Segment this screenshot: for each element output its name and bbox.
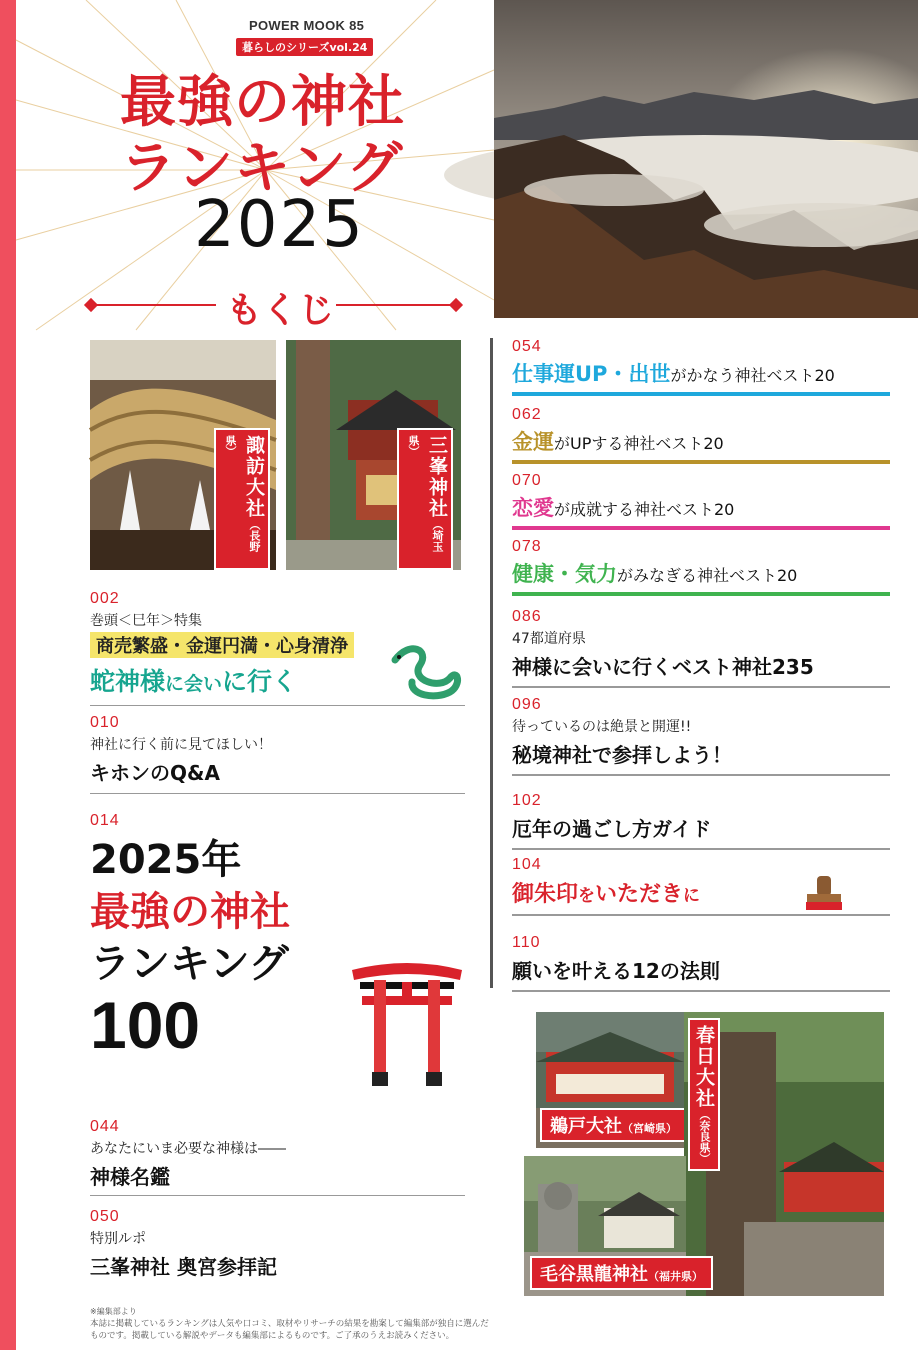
- toc-entry-110[interactable]: [512, 934, 890, 992]
- feature-line-year: 2025年: [90, 837, 242, 883]
- entry-title: [512, 558, 890, 588]
- entry-title: 願いを叶える12の法則: [512, 959, 720, 983]
- color-bar: [512, 460, 890, 464]
- page-number: 050: [90, 1208, 120, 1225]
- title-part: 御朱印: [512, 882, 579, 907]
- title-rest: がみなぎる神社ベスト20: [617, 566, 798, 585]
- feature-line-100: 100: [90, 988, 201, 1062]
- contents-heading: [86, 282, 466, 331]
- editor-note: [90, 1306, 490, 1342]
- entry-subtitle: 特別ルポ: [90, 1231, 146, 1247]
- entry-rule: [512, 990, 890, 992]
- entry-title: 神様名鑑: [90, 1165, 170, 1189]
- entry-subtitle: 待っているのは絶景と開運!!: [512, 719, 692, 735]
- title-part: に: [683, 886, 701, 906]
- toc-entry-102[interactable]: [512, 792, 890, 850]
- page-number: 110: [512, 934, 541, 951]
- entry-title: [512, 358, 890, 388]
- page-number: 062: [512, 406, 542, 423]
- prefecture: （長野県）: [224, 435, 261, 552]
- page-number: 086: [512, 608, 542, 625]
- label-kasuga-taisha: [688, 1018, 720, 1171]
- label-suwa-taisha: [214, 428, 270, 570]
- toc-entry-014[interactable]: [90, 812, 465, 1114]
- title-line-1: 最強の神社: [120, 69, 405, 135]
- page-number: 070: [512, 472, 542, 489]
- mountain-cloud-image: [494, 0, 918, 318]
- toc-entry-104[interactable]: [512, 856, 890, 916]
- feature-line-title: 最強の神社: [90, 889, 290, 935]
- shrine-name: 三峯神社: [426, 435, 448, 519]
- entry-subtitle: 47都道府県: [512, 631, 586, 647]
- page-number: 096: [512, 696, 542, 713]
- entry-title: キホンのQ&A: [90, 761, 220, 785]
- photo-udo-taisha: [536, 1012, 684, 1148]
- shrine-name: 鵜戸大社: [550, 1116, 622, 1137]
- entry-subtitle: 巻頭＜巳年＞特集: [90, 613, 202, 629]
- toc-entry-096[interactable]: [512, 696, 890, 776]
- shrine-name: 春日大社: [693, 1025, 715, 1109]
- page-edge-stripe: [0, 0, 16, 1350]
- page-number: 054: [512, 338, 542, 355]
- title-rest: がかなう神社ベスト20: [670, 366, 835, 385]
- entry-rule: [512, 686, 890, 688]
- title-part: に会い: [165, 673, 223, 695]
- diamond-icon: [449, 298, 463, 312]
- page-number: 014: [90, 812, 120, 829]
- page-number: 044: [90, 1118, 120, 1135]
- shrine-name: 諏訪大社: [243, 435, 265, 519]
- stamp-icon: [804, 876, 844, 912]
- contents-title: もくじ: [226, 290, 335, 331]
- title-part: を: [578, 886, 596, 906]
- title-rest: がUPする神社ベスト20: [554, 434, 724, 453]
- entry-rule: [512, 848, 890, 850]
- label-udo-taisha: [540, 1108, 687, 1142]
- title-emphasis: 金運: [512, 430, 554, 454]
- shrine-name: 毛谷黒龍神社: [540, 1264, 648, 1285]
- torii-icon: [352, 960, 462, 1090]
- entry-subtitle: あなたにいま必要な神様は――: [90, 1141, 286, 1157]
- entry-rule: [512, 914, 890, 916]
- toc-entry-044[interactable]: [90, 1118, 465, 1196]
- title-part: に行く: [222, 667, 298, 696]
- color-bar: [512, 526, 890, 530]
- prefecture: （宮崎県）: [622, 1122, 677, 1135]
- color-bar: [512, 592, 890, 596]
- page-number: 104: [512, 856, 542, 873]
- photo-mitsumine-jinja: [286, 340, 461, 570]
- prefecture: （奈良県）: [698, 1109, 711, 1164]
- toc-entry-070[interactable]: [512, 472, 890, 530]
- note-body: 本誌に掲載しているランキングは人気や口コミ、取材やリサーチの結果を勘案して編集部が独自に選んだものです。掲載している解説やデータも編集部によるものです。ご了承のうえお読みください。: [90, 1319, 489, 1341]
- photo-kasuga-taisha: [684, 1012, 884, 1296]
- snake-icon: [390, 640, 465, 702]
- title-rest: が成就する神社ベスト20: [554, 500, 735, 519]
- prefecture: （福井県）: [648, 1270, 703, 1283]
- prefecture: （埼玉県）: [407, 435, 444, 552]
- title-emphasis: 恋愛: [512, 496, 554, 520]
- toc-entry-010[interactable]: [90, 714, 465, 794]
- entry-title: [512, 426, 890, 456]
- page-number: 002: [90, 590, 120, 607]
- title-line-2: ランキング: [120, 135, 404, 201]
- title-part: 蛇神様: [90, 667, 166, 696]
- series-tag: 暮らしのシリーズvol.24: [236, 38, 373, 56]
- page-number: 102: [512, 792, 542, 809]
- toc-entry-086[interactable]: [512, 608, 890, 688]
- entry-title: 厄年の過ごし方ガイド: [512, 817, 712, 841]
- note-header: ※編集部より: [90, 1307, 137, 1316]
- toc-entry-078[interactable]: [512, 538, 890, 596]
- feature-line-ranking: ランキング: [90, 941, 289, 987]
- photo-suwa-taisha: [90, 340, 276, 570]
- publisher-label: POWER MOOK 85: [249, 18, 365, 33]
- toc-entry-002[interactable]: [90, 590, 465, 706]
- entry-title: [512, 492, 890, 522]
- diamond-icon: [84, 298, 98, 312]
- entry-subtitle: 神社に行く前に見てほしい！: [90, 737, 272, 753]
- color-bar: [512, 392, 890, 396]
- page-number: 010: [90, 714, 120, 731]
- heading-rule-right: [336, 304, 456, 306]
- toc-entry-054[interactable]: [512, 338, 890, 396]
- entry-title: 神様に会いに行くベスト神社235: [512, 655, 814, 679]
- label-keya-kokuryu-jinja: [530, 1256, 713, 1290]
- page-number: 078: [512, 538, 542, 555]
- title-emphasis: 仕事運UP・出世: [512, 362, 671, 386]
- title-part: いただき: [595, 882, 684, 907]
- toc-entry-062[interactable]: [512, 406, 890, 464]
- entry-rule: [512, 774, 890, 776]
- column-divider: [490, 338, 493, 988]
- entry-title: 三峯神社 奥宮参拝記: [90, 1255, 277, 1279]
- entry-title: 秘境神社で参拝しよう！: [512, 743, 732, 767]
- title-emphasis: 健康・気力: [512, 562, 617, 586]
- highlight-banner: 商売繁盛・金運円満・心身清浄: [90, 632, 354, 658]
- heading-rule-left: [96, 304, 216, 306]
- title-year: 2025: [194, 188, 365, 262]
- toc-entry-050[interactable]: [90, 1208, 465, 1286]
- photo-sea-of-clouds: [494, 0, 918, 318]
- label-mitsumine-jinja: [397, 428, 453, 570]
- header: [16, 0, 494, 330]
- photo-keya-kokuryu-jinja: [524, 1156, 703, 1296]
